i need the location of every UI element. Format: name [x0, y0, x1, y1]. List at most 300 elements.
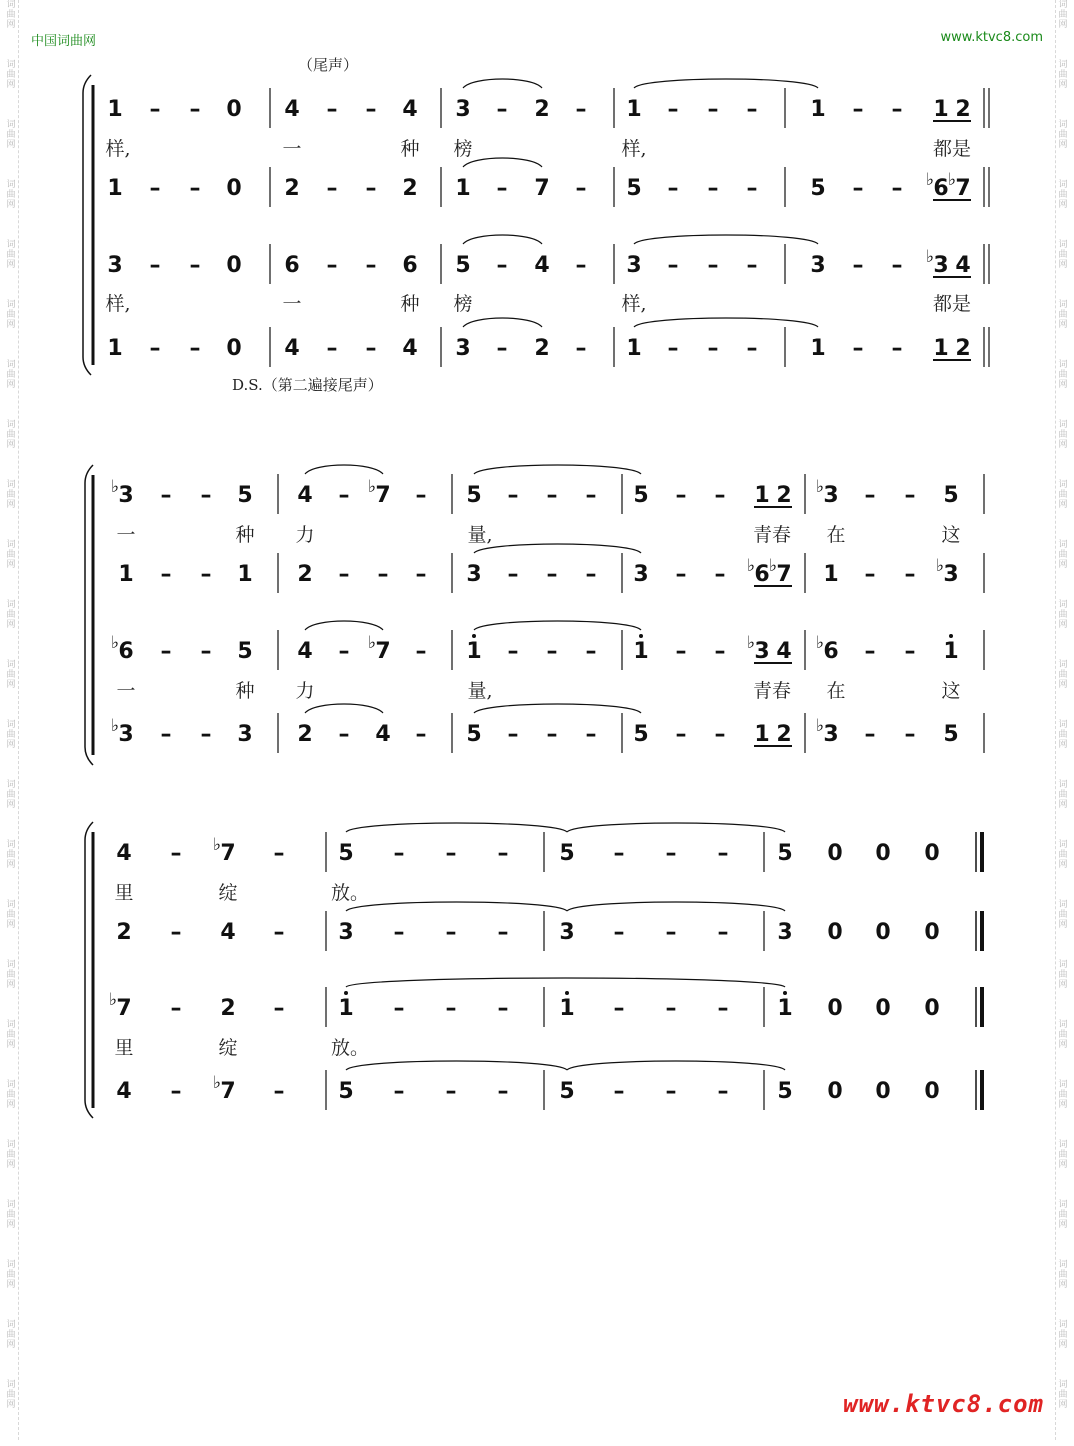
footer-logo[interactable]: www.ktvc8.com: [843, 1390, 1044, 1418]
dash-sustain: –: [891, 176, 903, 201]
note-digit: 4: [116, 1079, 132, 1104]
note-digit: 5: [338, 841, 354, 866]
watermark-glyph: 词: [6, 1140, 16, 1150]
high-octave-dot: [639, 634, 643, 638]
lyric-syllable: 青春: [752, 524, 792, 546]
note-token: [626, 176, 641, 201]
note-token: [754, 483, 792, 508]
note-token: [676, 639, 687, 664]
lyric-syllable: 在: [826, 524, 846, 546]
note-token: [708, 176, 719, 201]
note-token: [161, 722, 172, 747]
slur: [634, 318, 818, 327]
note-digit: 3: [455, 97, 471, 122]
watermark-glyph: 词: [6, 660, 16, 670]
slur: [463, 235, 542, 244]
note-digit: 3: [118, 722, 134, 747]
note-token: [924, 841, 939, 866]
note-digit: 7: [220, 841, 236, 866]
watermark-glyph: 网: [6, 140, 16, 150]
note-token: [171, 996, 182, 1021]
note-token: [107, 253, 122, 278]
watermark-glyph: 曲: [1058, 790, 1068, 800]
watermark-glyph: 网: [1058, 320, 1068, 330]
watermark-glyph: 曲: [1058, 130, 1068, 140]
dash-sustain: –: [891, 253, 903, 278]
watermark-glyph: 词: [1058, 180, 1068, 190]
dash-sustain: –: [377, 562, 389, 587]
note-token: [338, 1079, 353, 1104]
note-token: [338, 920, 353, 945]
note-digit: 4: [776, 639, 792, 664]
watermark-glyph: 网: [1058, 1160, 1068, 1170]
dash-sustain: –: [852, 176, 864, 201]
note-token: [810, 336, 825, 361]
dash-sustain: –: [507, 722, 519, 747]
note-token: [614, 1079, 625, 1104]
watermark-glyph: 词: [6, 1200, 16, 1210]
note-digit: 3: [626, 253, 642, 278]
watermark-glyph: 词: [6, 360, 16, 370]
watermark-glyph: 词: [1058, 1020, 1068, 1030]
note-token: [150, 336, 161, 361]
watermark-glyph: 曲: [6, 1210, 16, 1220]
note-token: [394, 996, 405, 1021]
watermark-glyph: 曲: [6, 610, 16, 620]
note-token: [633, 483, 648, 508]
site-url-header[interactable]: www.ktvc8.com: [940, 30, 1043, 45]
note-token: [274, 920, 285, 945]
watermark-glyph: 词: [1058, 1080, 1068, 1090]
note-token: [933, 336, 971, 361]
note-digit: 2: [402, 176, 418, 201]
note-token: [116, 1079, 131, 1104]
note-digit: 0: [226, 176, 242, 201]
note-digit: 1: [559, 996, 575, 1021]
note-digit: 0: [875, 920, 891, 945]
slur: [305, 465, 383, 474]
high-octave-dot: [949, 634, 953, 638]
note-token: [747, 336, 758, 361]
note-token: [827, 841, 842, 866]
note-digit: 0: [827, 841, 843, 866]
note-token: [754, 722, 792, 747]
flat-sign: ♭: [110, 633, 120, 653]
site-name-header: 中国词曲网: [31, 34, 97, 49]
slur: [474, 544, 641, 553]
note-token: [666, 996, 677, 1021]
note-token: [327, 97, 338, 122]
dash-sustain: –: [746, 336, 758, 361]
high-octave-dot: [783, 991, 787, 995]
note-token: [668, 176, 679, 201]
dash-sustain: –: [496, 253, 508, 278]
note-digit: 3: [455, 336, 471, 361]
dash-sustain: –: [170, 1079, 182, 1104]
flat-sign: ♭: [768, 556, 778, 576]
dash-sustain: –: [200, 483, 212, 508]
note-digit: 5: [777, 841, 793, 866]
note-digit: 2: [116, 920, 132, 945]
note-token: [150, 253, 161, 278]
dash-sustain: –: [585, 562, 597, 587]
watermark-glyph: 词: [6, 1320, 16, 1330]
note-digit: 2: [284, 176, 300, 201]
note-token: [402, 97, 417, 122]
note-digit: 5: [466, 722, 482, 747]
watermark-glyph: 曲: [6, 490, 16, 500]
note-token: [284, 336, 299, 361]
slur: [567, 1061, 785, 1070]
dash-sustain: –: [707, 97, 719, 122]
note-token: [715, 722, 726, 747]
flat-sign: ♭: [212, 835, 222, 855]
note-token: [586, 562, 597, 587]
dash-sustain: –: [365, 176, 377, 201]
note-digit: 5: [633, 722, 649, 747]
note-digit: 0: [226, 97, 242, 122]
note-token: [201, 483, 212, 508]
watermark-glyph: 曲: [1058, 370, 1068, 380]
dash-sustain: –: [864, 562, 876, 587]
dash-sustain: –: [585, 483, 597, 508]
dash-sustain: –: [338, 639, 350, 664]
dash-sustain: –: [613, 996, 625, 1021]
note-token: [810, 176, 825, 201]
dash-sustain: –: [585, 639, 597, 664]
note-digit: 6: [823, 639, 839, 664]
watermark-glyph: 词: [1058, 660, 1068, 670]
watermark-glyph: 词: [6, 420, 16, 430]
watermark-glyph: 曲: [6, 730, 16, 740]
note-digit: 1: [466, 639, 482, 664]
dash-sustain: –: [746, 176, 758, 201]
note-digit: 0: [875, 841, 891, 866]
note-token: [466, 634, 481, 664]
note-token: [150, 176, 161, 201]
slur: [463, 318, 542, 327]
note-token: [497, 336, 508, 361]
note-token: [366, 336, 377, 361]
dash-sustain: –: [200, 722, 212, 747]
note-digit: 5: [777, 1079, 793, 1104]
watermark-glyph: 曲: [1058, 1390, 1068, 1400]
note-token: [905, 639, 916, 664]
watermark-glyph: 词: [6, 180, 16, 190]
note-token: [936, 556, 959, 587]
dash-sustain: –: [546, 722, 558, 747]
note-digit: 3: [933, 253, 949, 278]
watermark-glyph: 曲: [1058, 1030, 1068, 1040]
watermark-glyph: 曲: [6, 430, 16, 440]
watermark-glyph: 词: [6, 1080, 16, 1090]
dash-sustain: –: [613, 1079, 625, 1104]
note-token: [466, 562, 481, 587]
note-token: [875, 996, 890, 1021]
note-digit: 3: [823, 722, 839, 747]
note-token: [274, 1079, 285, 1104]
dash-sustain: –: [445, 841, 457, 866]
note-token: [865, 722, 876, 747]
watermark-glyph: 曲: [6, 550, 16, 560]
dash-sustain: –: [393, 1079, 405, 1104]
note-token: [865, 562, 876, 587]
note-token: [394, 841, 405, 866]
note-digit: 2: [776, 722, 792, 747]
note-token: [626, 253, 641, 278]
lyric-syllable: 种: [235, 680, 255, 702]
note-token: [633, 562, 648, 587]
note-token: [534, 336, 549, 361]
note-token: [865, 483, 876, 508]
watermark-glyph: 网: [1058, 20, 1068, 30]
note-token: [926, 170, 971, 201]
note-token: [201, 722, 212, 747]
note-digit: 1: [943, 639, 959, 664]
dash-sustain: –: [445, 996, 457, 1021]
note-digit: 2: [220, 996, 236, 1021]
note-digit: 5: [943, 722, 959, 747]
dash-sustain: –: [507, 562, 519, 587]
watermark-glyph: 曲: [6, 250, 16, 260]
dash-sustain: –: [415, 639, 427, 664]
note-token: [666, 920, 677, 945]
watermark-glyph: 词: [6, 120, 16, 130]
note-digit: 7: [375, 639, 391, 664]
note-token: [455, 97, 470, 122]
dash-sustain: –: [904, 483, 916, 508]
lyric-syllable: 种: [400, 293, 420, 315]
note-digit: 3: [777, 920, 793, 945]
note-token: [747, 176, 758, 201]
note-token: [111, 716, 134, 747]
lyric-syllable: 一: [116, 524, 136, 546]
ds-marking: D.S.（第二遍接尾声）: [232, 376, 383, 394]
note-token: [116, 841, 131, 866]
dash-sustain: –: [665, 1079, 677, 1104]
watermark-glyph: 网: [1058, 980, 1068, 990]
dash-sustain: –: [675, 562, 687, 587]
note-token: [455, 253, 470, 278]
dash-sustain: –: [864, 483, 876, 508]
dash-sustain: –: [546, 639, 558, 664]
watermark-glyph: 词: [6, 720, 16, 730]
note-token: [455, 336, 470, 361]
dash-sustain: –: [445, 1079, 457, 1104]
note-token: [777, 1079, 792, 1104]
dash-sustain: –: [189, 336, 201, 361]
note-token: [213, 835, 236, 866]
dash-sustain: –: [496, 176, 508, 201]
dash-sustain: –: [326, 97, 338, 122]
note-digit: 0: [924, 920, 940, 945]
dash-sustain: –: [891, 97, 903, 122]
dash-sustain: –: [613, 841, 625, 866]
lyric-syllable: 样,: [105, 293, 131, 315]
note-digit: 5: [559, 841, 575, 866]
slur: [474, 621, 641, 630]
flat-sign: ♭: [815, 633, 825, 653]
note-token: [226, 176, 241, 201]
flat-sign: ♭: [108, 990, 118, 1010]
note-token: [446, 841, 457, 866]
note-digit: 0: [827, 996, 843, 1021]
note-digit: 3: [943, 562, 959, 587]
dash-sustain: –: [200, 639, 212, 664]
note-token: [547, 483, 558, 508]
note-digit: 0: [875, 996, 891, 1021]
note-token: [576, 176, 587, 201]
watermark-glyph: 网: [6, 320, 16, 330]
watermark-glyph: 网: [6, 920, 16, 930]
dash-sustain: –: [497, 841, 509, 866]
dash-sustain: –: [497, 1079, 509, 1104]
note-digit: 0: [924, 1079, 940, 1104]
note-token: [534, 176, 549, 201]
note-digit: 3: [466, 562, 482, 587]
watermark-glyph: 词: [1058, 840, 1068, 850]
note-token: [237, 639, 252, 664]
note-token: [676, 483, 687, 508]
watermark-glyph: 词: [1058, 1380, 1068, 1390]
watermark-glyph: 网: [6, 200, 16, 210]
note-token: [926, 247, 971, 278]
flat-sign: ♭: [367, 477, 377, 497]
note-token: [339, 722, 350, 747]
watermark-glyph: 网: [1058, 380, 1068, 390]
watermark-glyph: 曲: [1058, 1210, 1068, 1220]
watermark-glyph: 曲: [6, 670, 16, 680]
note-token: [715, 562, 726, 587]
watermark-glyph: 曲: [6, 1030, 16, 1040]
note-token: [226, 253, 241, 278]
note-digit: 1: [107, 97, 123, 122]
watermark-glyph: 网: [6, 980, 16, 990]
flat-sign: ♭: [746, 556, 756, 576]
dash-sustain: –: [189, 176, 201, 201]
note-token: [816, 633, 839, 664]
dash-sustain: –: [904, 639, 916, 664]
note-token: [614, 920, 625, 945]
note-token: [810, 253, 825, 278]
watermark-glyph: 曲: [1058, 730, 1068, 740]
note-token: [171, 920, 182, 945]
note-digit: 1: [237, 562, 253, 587]
note-token: [827, 996, 842, 1021]
note-digit: 5: [466, 483, 482, 508]
note-digit: 3: [338, 920, 354, 945]
watermark-glyph: 词: [1058, 900, 1068, 910]
dash-sustain: –: [864, 639, 876, 664]
note-token: [226, 336, 241, 361]
watermark-glyph: 曲: [1058, 970, 1068, 980]
note-token: [368, 633, 391, 664]
note-token: [668, 97, 679, 122]
note-token: [586, 722, 597, 747]
note-digit: 4: [284, 97, 300, 122]
watermark-glyph: 曲: [6, 790, 16, 800]
note-token: [718, 920, 729, 945]
note-digit: 1: [933, 97, 949, 122]
note-token: [534, 97, 549, 122]
lyric-syllable: 量,: [467, 524, 493, 546]
note-digit: 3: [754, 639, 770, 664]
watermark-glyph: 网: [1058, 500, 1068, 510]
note-digit: 7: [116, 996, 132, 1021]
note-digit: 1: [107, 336, 123, 361]
flat-sign: ♭: [947, 170, 957, 190]
note-digit: 2: [776, 483, 792, 508]
note-token: [559, 841, 574, 866]
note-digit: 4: [402, 97, 418, 122]
note-digit: 2: [955, 336, 971, 361]
note-token: [201, 562, 212, 587]
note-token: [190, 253, 201, 278]
watermark-glyph: 词: [6, 1020, 16, 1030]
watermark-glyph: 网: [6, 740, 16, 750]
watermark-glyph: 网: [6, 1340, 16, 1350]
lyric-syllable: 一: [116, 680, 136, 702]
note-token: [237, 562, 252, 587]
note-digit: 1: [754, 722, 770, 747]
dash-sustain: –: [189, 97, 201, 122]
watermark-glyph: 词: [6, 1260, 16, 1270]
watermark-glyph: 词: [1058, 540, 1068, 550]
dash-sustain: –: [667, 176, 679, 201]
watermark-glyph: 网: [6, 1400, 16, 1410]
note-token: [905, 483, 916, 508]
note-digit: 5: [810, 176, 826, 201]
note-token: [339, 562, 350, 587]
watermark-glyph: 曲: [6, 1150, 16, 1160]
lyric-syllable: 都是: [932, 138, 972, 160]
watermark-glyph: 曲: [6, 970, 16, 980]
note-token: [633, 634, 648, 664]
note-token: [378, 562, 389, 587]
note-digit: 1: [777, 996, 793, 1021]
note-token: [498, 996, 509, 1021]
watermark-glyph: 曲: [1058, 190, 1068, 200]
dash-sustain: –: [415, 722, 427, 747]
note-token: [668, 253, 679, 278]
note-digit: 4: [534, 253, 550, 278]
note-token: [446, 996, 457, 1021]
note-digit: 4: [297, 483, 313, 508]
dash-sustain: –: [575, 97, 587, 122]
note-token: [297, 562, 312, 587]
dash-sustain: –: [746, 97, 758, 122]
watermark-glyph: 词: [1058, 1140, 1068, 1150]
dash-sustain: –: [160, 483, 172, 508]
slur: [305, 704, 383, 713]
watermark-glyph: 网: [1058, 440, 1068, 450]
note-digit: 1: [633, 639, 649, 664]
score-system: [85, 465, 984, 765]
note-token: [747, 253, 758, 278]
dash-sustain: –: [714, 483, 726, 508]
slur: [346, 978, 785, 987]
note-digit: 4: [402, 336, 418, 361]
note-digit: 7: [955, 176, 971, 201]
note-token: [416, 483, 427, 508]
dash-sustain: –: [675, 639, 687, 664]
note-digit: 0: [226, 336, 242, 361]
watermark-glyph: 曲: [6, 130, 16, 140]
note-token: [402, 336, 417, 361]
slur: [474, 704, 641, 713]
watermark-glyph: 词: [6, 300, 16, 310]
high-octave-dot: [344, 991, 348, 995]
